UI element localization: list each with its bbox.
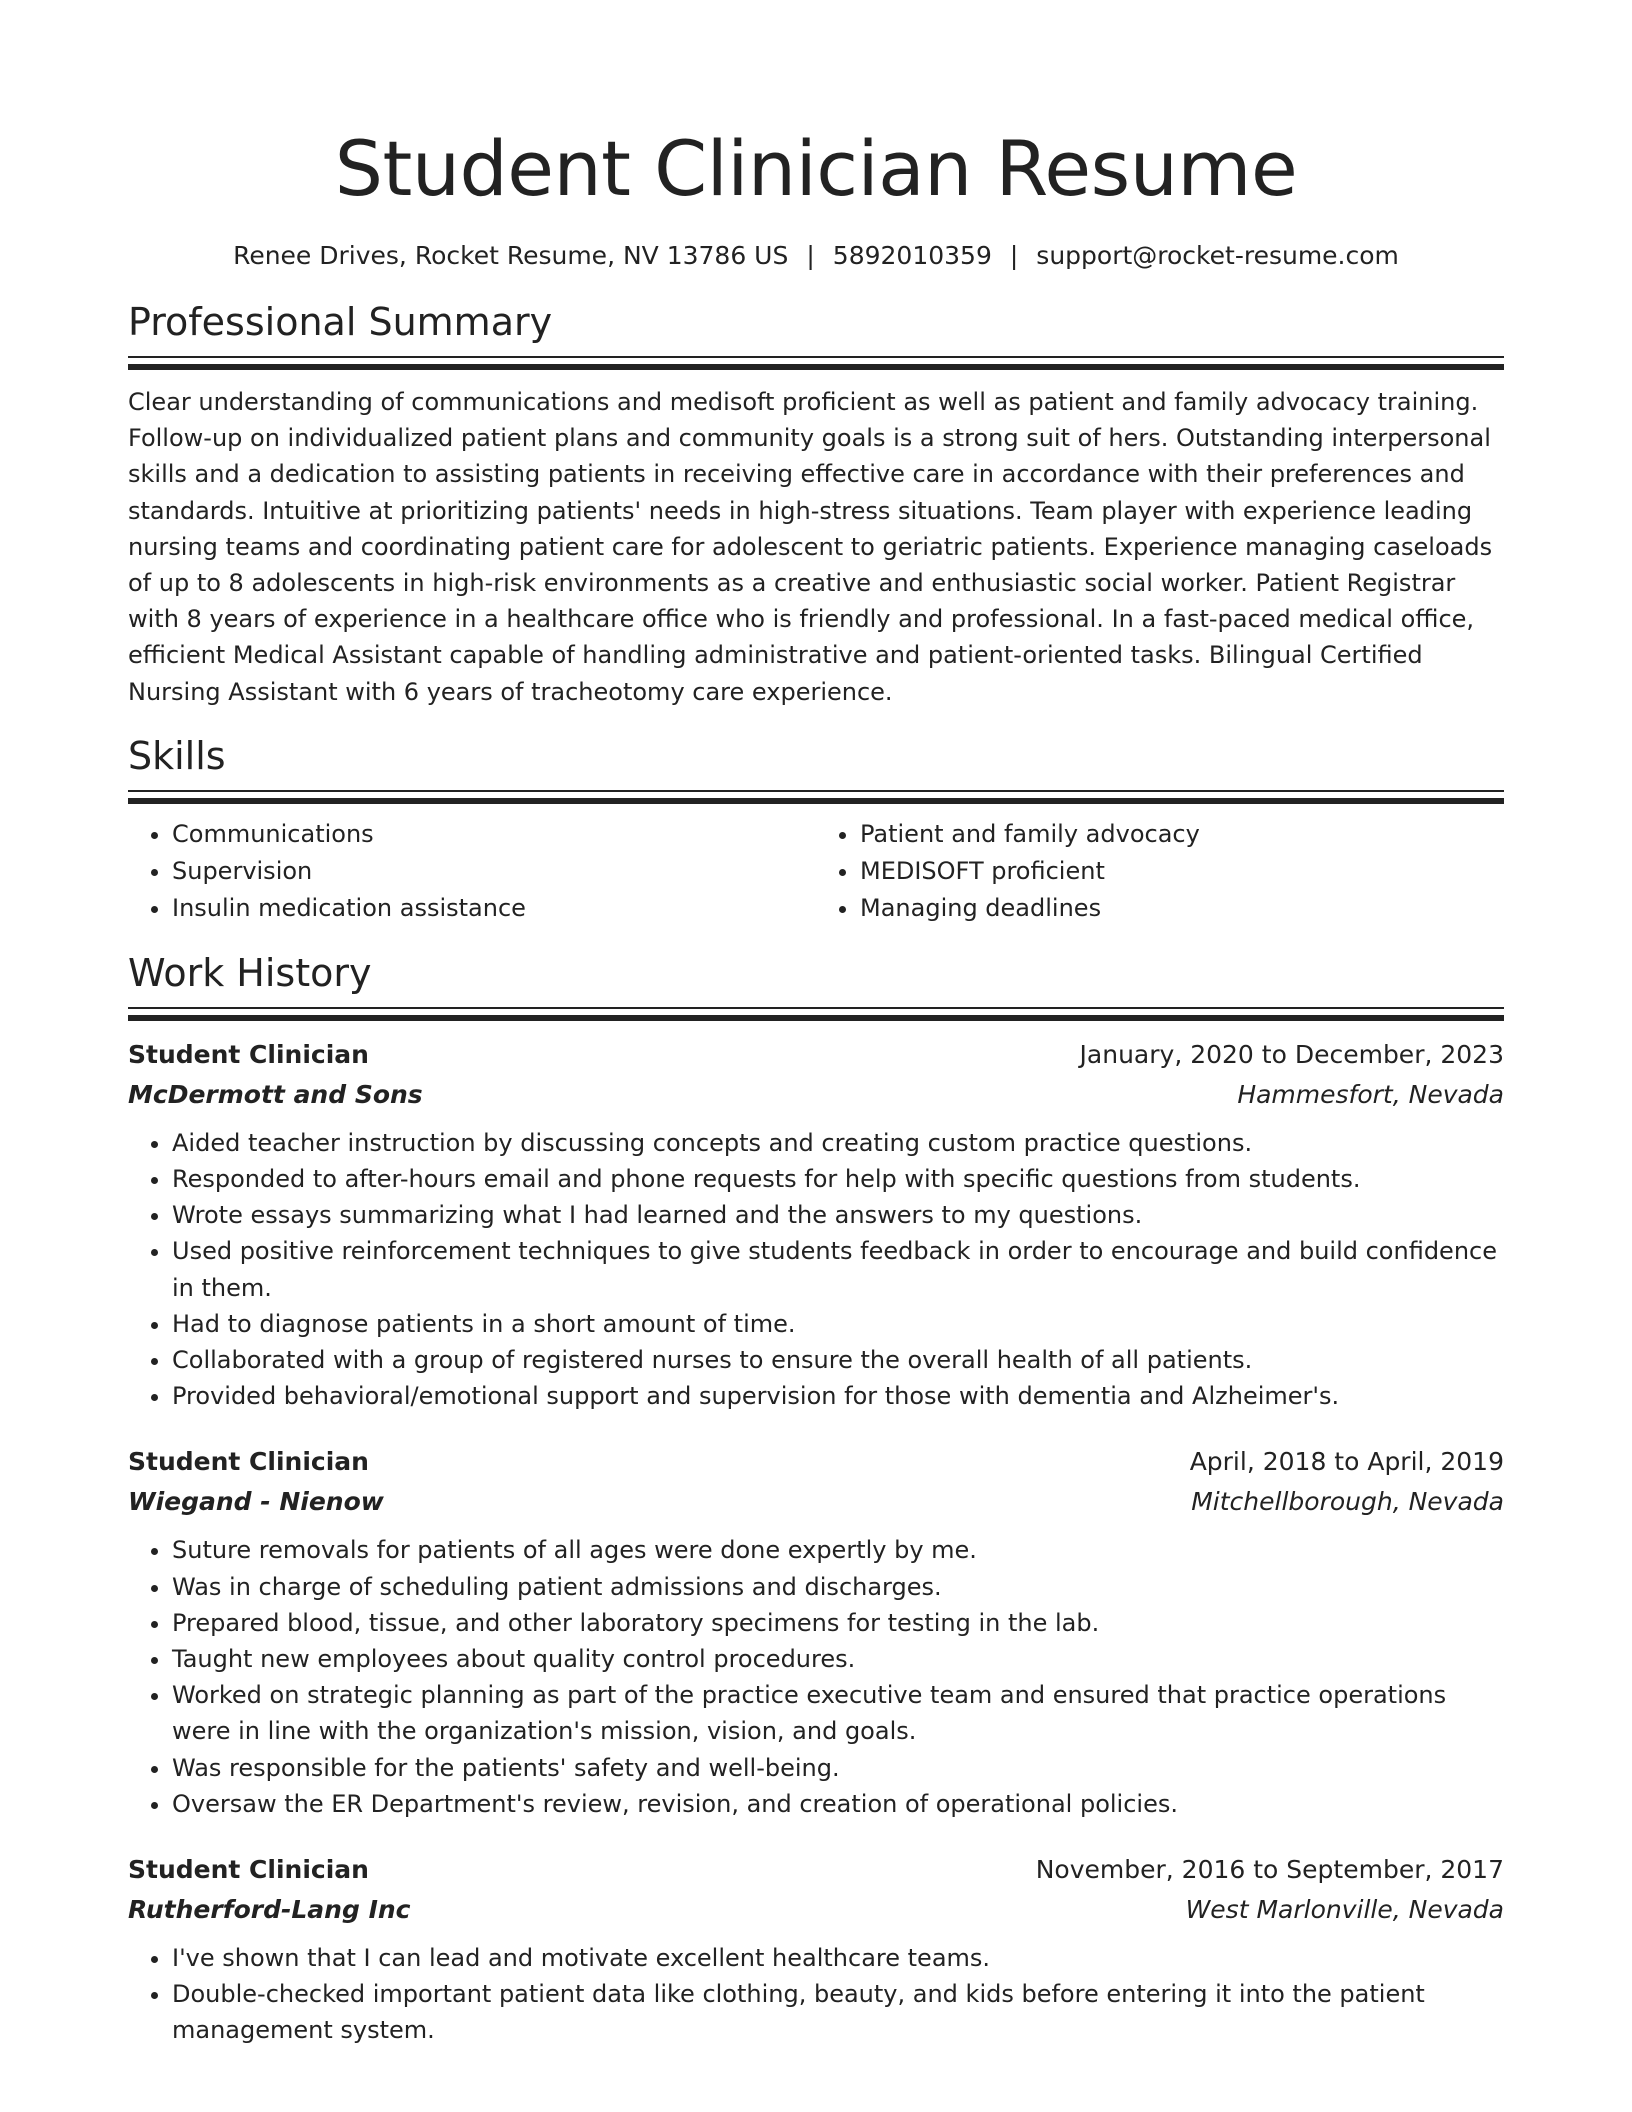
contact-email: support@rocket-resume.com <box>1036 241 1399 270</box>
work-section <box>128 949 1504 2049</box>
skill-item: • Communications <box>172 816 816 853</box>
job-header-row <box>128 1035 1504 1075</box>
work-heading: Work History <box>128 950 372 995</box>
job-bullet: • Was in charge of scheduling patient admissions and discharges. <box>172 1569 1504 1605</box>
job-bullet: • Prepared blood, tissue, and other laboratory specimens for testing in the lab. <box>172 1605 1504 1641</box>
job-dates: November, 2016 to September, 2017 <box>1035 1855 1504 1885</box>
skill-item: • Supervision <box>172 853 816 890</box>
job-company: Rutherford-Lang Inc <box>128 1895 411 1925</box>
section-divider <box>128 1007 1504 1009</box>
summary-text: Clear understanding of communications and medisoft proficient as well as patient and family advocacy training. Follow-up on individualized patient plans and community goals is a strong suit of hers. Outstanding interpersonal skills and a dedication to assisting patients in receiving effective care in accordance with their preferences and standards. Intuitive at prioritizing patients' needs in high-stress situations. Team player with experience leading nursing teams and coordinating patient care for adolescent to geriatric patients. Experience managing caseloads of up to 8 adolescents in high-risk environments as a creative and enthusiastic social worker. Patient Registrar with 8 years of experience in a healthcare office who is friendly and professional. In a fast-paced medical office, efficient Medical Assistant capable of handling administrative and patient-oriented tasks. Bilingual Certified Nursing Assistant with 6 years of tracheotomy care experience. <box>128 388 1493 706</box>
job-header-row <box>128 1442 1504 1482</box>
job-bullets <box>128 1940 1504 2049</box>
job-company-row <box>128 1482 1504 1522</box>
skill-item: • MEDISOFT proficient <box>860 853 1504 890</box>
job-bullet: • Worked on strategic planning as part of the practice executive team and ensured that practice operations were in line with the organization's mission, vision, and goals. <box>172 1677 1504 1749</box>
section-divider <box>128 790 1504 792</box>
skill-item: • Managing deadlines <box>860 890 1504 927</box>
section-divider-thick <box>128 1015 1504 1021</box>
contact-line <box>128 238 1504 274</box>
contact-separator: | <box>806 241 815 270</box>
skills-list-left <box>128 816 816 927</box>
job-location: West Marlonville, Nevada <box>1185 1895 1504 1925</box>
job-bullet: • Wrote essays summarizing what I had learned and the answers to my questions. <box>172 1197 1504 1233</box>
job-bullet: • Was responsible for the patients' safety and well-being. <box>172 1750 1504 1786</box>
contact-address: Renee Drives, Rocket Resume, NV 13786 US <box>233 241 789 270</box>
job-bullet: • Taught new employees about quality control procedures. <box>172 1641 1504 1677</box>
job-dates: April, 2018 to April, 2019 <box>1189 1447 1504 1477</box>
job-bullet: • Responded to after-hours email and phone requests for help with specific questions from students. <box>172 1161 1504 1197</box>
job-location: Hammesfort, Nevada <box>1237 1079 1504 1109</box>
summary-heading: Professional Summary <box>128 300 553 344</box>
job-dates: January, 2020 to December, 2023 <box>1079 1039 1504 1069</box>
job-company: McDermott and Sons <box>128 1079 423 1109</box>
job-company-row <box>128 1075 1504 1115</box>
job-bullet: • Provided behavioral/emotional support and supervision for those with dementia and Alzheimer's. <box>172 1378 1504 1414</box>
job-entry <box>128 1850 1504 2049</box>
skills-heading: Skills <box>128 733 226 778</box>
skill-item: • Insulin medication assistance <box>172 890 816 927</box>
skills-list-right <box>816 816 1504 927</box>
job-bullet: • Aided teacher instruction by discussing concepts and creating custom practice questions. <box>172 1125 1504 1161</box>
section-divider <box>128 356 1504 358</box>
job-company: Wiegand - Nienow <box>128 1487 384 1517</box>
section-divider-thick <box>128 798 1504 804</box>
job-bullets <box>128 1532 1504 1822</box>
job-bullet: • Had to diagnose patients in a short amount of time. <box>172 1306 1504 1342</box>
job-bullet: • Suture removals for patients of all ages were done expertly by me. <box>172 1532 1504 1568</box>
job-bullet: • Used positive reinforcement techniques to give students feedback in order to encourage and build confidence in them. <box>172 1233 1504 1305</box>
job-entry <box>128 1442 1504 1822</box>
job-bullet: • Collaborated with a group of registered nurses to ensure the overall health of all patients. <box>172 1342 1504 1378</box>
summary-section <box>128 298 1504 710</box>
job-company-row <box>128 1890 1504 1930</box>
job-entry <box>128 1035 1504 1415</box>
job-title: Student Clinician <box>128 1447 369 1477</box>
job-title: Student Clinician <box>128 1039 369 1069</box>
skills-columns <box>128 816 1504 927</box>
job-title: Student Clinician <box>128 1855 369 1885</box>
contact-phone: 5892010359 <box>832 241 992 270</box>
job-bullet: • I've shown that I can lead and motivate excellent healthcare teams. <box>172 1940 1504 1976</box>
page-title: Student Clinician Resume <box>334 124 1298 213</box>
contact-separator: | <box>1009 241 1019 270</box>
job-bullets <box>128 1125 1504 1415</box>
job-location: Mitchellborough, Nevada <box>1191 1487 1504 1517</box>
section-divider-thick <box>128 364 1504 370</box>
job-bullet: • Double-checked important patient data like clothing, beauty, and kids before entering it into the patient management system. <box>172 1976 1504 2048</box>
skills-section <box>128 732 1504 927</box>
skill-item: • Patient and family advocacy <box>860 816 1504 853</box>
job-header-row <box>128 1850 1504 1890</box>
job-bullet: • Oversaw the ER Department's review, revision, and creation of operational policies. <box>172 1786 1504 1822</box>
resume-page <box>128 118 1504 2049</box>
